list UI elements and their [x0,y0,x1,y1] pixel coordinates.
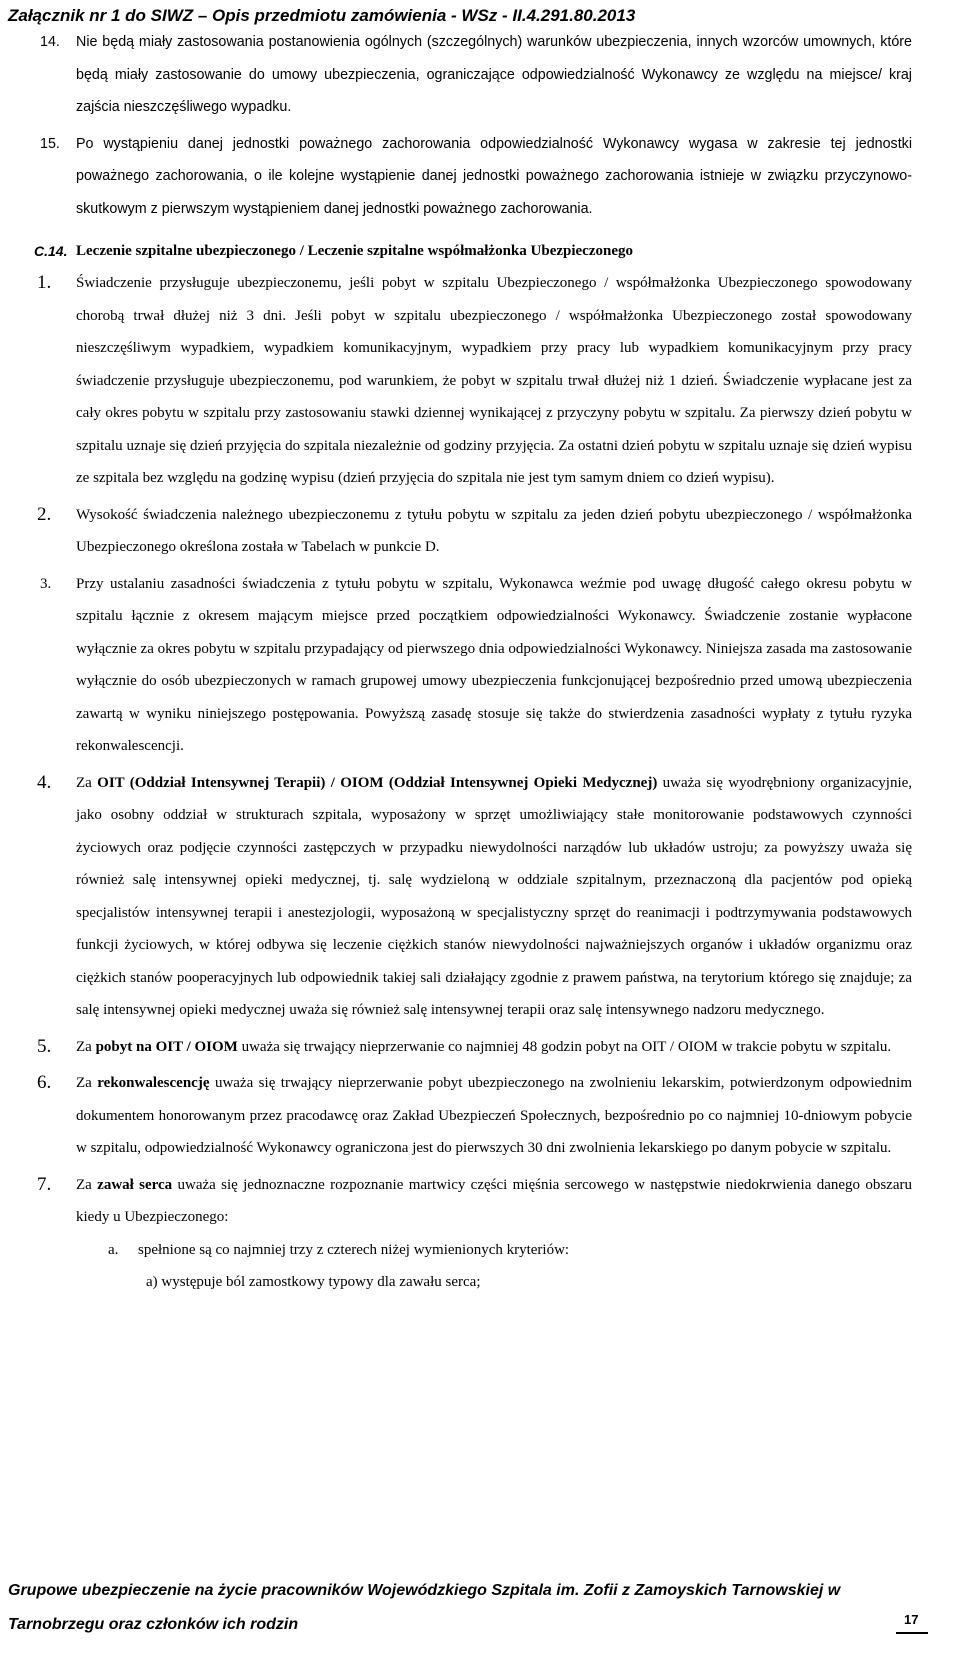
item-text: Po wystąpieniu danej jednostki poważnego zachorowania odpowiedzialność Wykonawcy wygasa w zakresie tej jednostki poważnego zachorowania, o ile kolejne wystąpienie danej jednostki poważnego zachorowania istnieje w związku przyczynowo-skutkowym z pierwszym wystąpieniem danej jednostki poważnego zachorowania. [76,135,912,217]
clause-lead: Za [76,1075,92,1091]
clause-text: Wysokość świadczenia należnego ubezpieczonemu z tytułu pobytu w szpitalu za jeden dzień pobytu ubezpieczonego / współmałżonka Ubezpieczonego określona została w Tabelach w punkcie D. [76,506,912,555]
clause-number: 3. [40,575,52,592]
item-number: 15. [40,135,60,152]
clause-7-sub-a-a: a) występuje ból zamostkowy typowy dla zawału serca; [146,1274,481,1290]
sub-item-text: spełnione są co najmniej trzy z czterech niżej wymienionych kryteriów: [138,1241,570,1258]
clause-text: Świadczenie przysługuje ubezpieczonemu, jeśli pobyt w szpitalu Ubezpieczonego / współmałżonka Ubezpieczonego spowodowany chorobą trwał dłużej niż 3 dni. Jeśli pobyt w szpitalu ubezpieczonego / współmałżonka Ubezpieczonego został spowodowany nieszczęśliwym wypadkiem, wypadkiem komunikacyjnym, wypadkiem przy pracy lub wypadkiem komunikacyjnym przy pracy świadczenie przysługuje ubezpieczonemu, pod warunkiem, że pobyt w szpitalu trwał dłużej niż 1 dzień. Świadczenie wypłacane jest za cały okres pobytu w szpitalu przy zastosowaniu stawki dziennej wynikającej z przyczyny pobytu w szpitalu. Za pierwszy dzień pobytu w szpitalu uznaje się dzień przyjęcia do szpitala niezależnie od godziny przyjęcia. Za ostatni dzień pobytu w szpitalu uznaje się dzień wypisu ze szpitala bez względu na godzinę wypisu (dzień przyjęcia do szpitala nie jest tym samym dniem co dzień wypisu). [76,275,912,486]
clause-term: rekonwalescencję [97,1075,210,1091]
clause-term: zawał serca [97,1176,173,1193]
clause-term: OIT (Oddział Intensywnej Terapii) / OIOM (Oddział Intensywnej Opieki Medycznej) [97,774,658,791]
document-header: Załącznik nr 1 do SIWZ – Opis przedmiotu zamówienia - WSz - II.4.291.80.2013 [8,6,636,25]
clause-7-sub-a [108,1234,908,1267]
item-14 [40,26,912,124]
item-number: 14. [40,34,60,50]
clause-6 [37,1067,913,1165]
clause-text: uważa się trwający nieprzerwanie pobyt ubezpieczonego na zwolnieniu lekarskim, potwierdzonym odpowiednim dokumentem honorowanym przez pracodawcę oraz Zakład Ubezpieczeń Społecznych, bezpośrednio po co najmniej 10-dniowym pobycie w szpitalu, odpowiedzialność Wykonawcy ograniczona jest do pierwszych 30 dni zwolnienia lekarskiego po danym pobycie w szpitalu. [76,1075,913,1156]
clause-text: uważa się jednoznaczne rozpoznanie martwicy części mięśnia sercowego w następstwie niedokrwienia danego obszaru kiedy u Ubezpieczonego: [76,1176,912,1225]
footer-line-1: Grupowe ubezpieczenie na życie pracowników Wojewódzkiego Szpitala im. Zofii z Zamoyskich Tarnowskiej w [8,1582,841,1599]
item-text: Nie będą miały zastosowania postanowienia ogólnych (szczególnych) warunków ubezpieczenia, innych wzorców umownych, które będą miały zastosowanie do umowy ubezpieczenia, ograniczające odpowiedzialność Wykonawcy ze względu na miejsce/ kraj zajścia nieszczęśliwego wypadku. [76,34,912,115]
clause-number: 1. [37,272,52,293]
clause-5 [37,1031,912,1064]
clause-term: pobyt na OIT / OIOM [95,1038,238,1055]
clause-number: 6. [37,1072,52,1093]
clause-7 [37,1169,912,1234]
clause-text: uważa się trwający nieprzerwanie co najmniej 48 godzin pobyt na OIT / OIOM w trakcie pobytu w szpitalu. [241,1038,892,1055]
clause-2 [37,499,912,564]
clause-number: 5. [37,1035,52,1057]
clause-3 [40,568,912,763]
section-number: C.14. [34,243,68,259]
clause-lead: Za [76,1038,92,1055]
clause-1 [37,267,912,495]
clause-text: uważa się wyodrębniony organizacyjnie, jako osobny oddział w strukturach szpitala, wyposażony w sprzęt umożliwiający stałe monitorowanie podstawowych czynności życiowych oraz podjęcie czynności zastępczych w przypadku niewydolności narządów lub układów ustroju; za powyższy uważa się również salę intensywnej opieki medycznej, tj. salę wydzieloną w oddziale szpitalnym, przeznaczoną dla pacjentów pod opieką specjalistów intensywnej terapii i anestezjologii, wyposażoną w specjalistyczny sprzęt do reanimacji i podtrzymywania podstawowych funkcji życiowych, w której odbywa się leczenie ciężkich stanów niewydolności najważniejszych organów i układów organizmu oraz ciężkich stanów pooperacyjnych lub odpowiednik takiej sali działający zgodnie z prawem państwa, na terytorium którego się znajduje; za salę intensywnej opieki medycznej uważa się również salę intensywnej terapii oraz salę intensywnego nadzoru medycznego. [76,774,913,1018]
section-heading [34,235,912,267]
footer-line-2: Tarnobrzegu oraz członków ich rodzin [8,1616,299,1633]
document-body [0,26,960,1299]
clause-lead: Za [76,1176,92,1193]
clause-number: 2. [37,503,52,525]
clause-number: 4. [37,771,52,793]
clause-text: Przy ustalaniu zasadności świadczenia z tytułu pobytu w szpitalu, Wykonawca weźmie pod uwagę długość całego okresu pobytu w szpitalu łącznie z okresem mającym miejsce przed początkiem odpowiedzialności Wykonawcy. Świadczenie zostanie wypłacone wyłącznie za okres pobytu w szpitalu przypadający od pierwszego dnia odpowiedzialności Wykonawcy. Niniejsza zasada ma zastosowanie wyłącznie do osób ubezpieczonych w ramach grupowej umowy ubezpieczenia funkcjonującej bezpośrednio przed umową ubezpieczenia zawartą w wyniku niniejszego postępowania. Powyższą zasadę stosuje się także do stwierdzenia zasadności wypłaty z tytułu ryzyka rekonwalescencji. [76,575,912,754]
item-15 [40,128,912,226]
section-title: Leczenie szpitalne ubezpieczonego / Leczenie szpitalne współmałżonka Ubezpieczonego [76,243,633,259]
page-number: 17 [904,1612,919,1627]
clause-number: 7. [37,1173,52,1195]
document-footer [8,1574,878,1642]
sub-item-number: a. [108,1241,119,1258]
clause-lead: Za [76,774,92,791]
clause-4 [37,767,913,1027]
page-number-rule [896,1632,928,1634]
